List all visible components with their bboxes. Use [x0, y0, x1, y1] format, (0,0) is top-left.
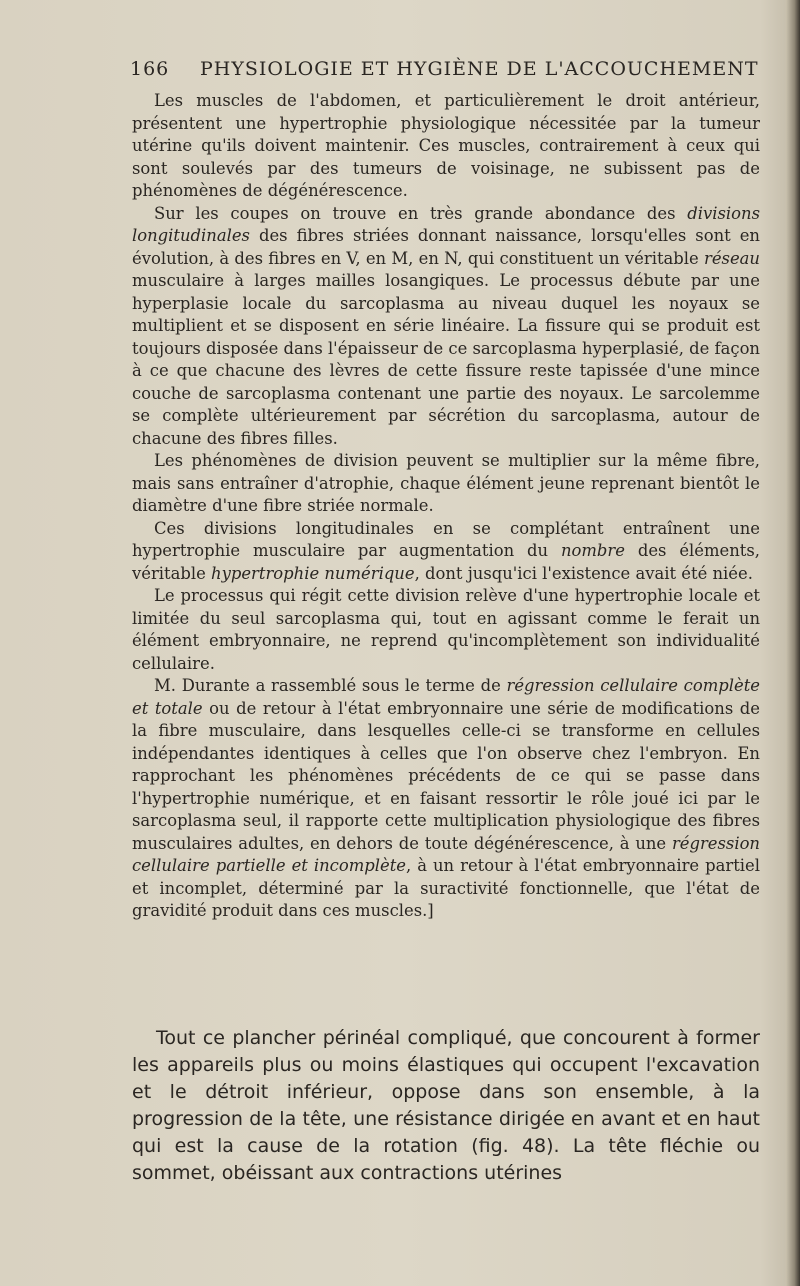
page-edge-shadow: [786, 0, 800, 1286]
main-text-section: [132, 1025, 760, 1187]
paragraph-sarcoplasma-process: Le processus qui régit cette division relève d'une hypertrophie locale et limitée du seul sarcoplasma qui, tout en agissant comme le ferait un élément embryonnaire, ne reprend qu'incomplètement son individualité cellulaire.: [132, 586, 760, 673]
page-number: 166: [130, 58, 170, 80]
paragraph-longitudinal-divisions: Sur les coupes on trouve en très grande abondance des divisions longitudinales des fibres striées donnant naissance, lorsqu'elles sont en évolution, à des fibres en V, en M, en N, qui constituent un véritable réseau musculaire à larges mailles losangiques. Le processus débute par une hyperplasie locale du sarcoplasma au niveau duquel les noyaux se multiplient et se disposent en série linéaire. La fissure qui se produit est toujours disposée dans l'épaisseur de ce sarcoplasma hyperplasié, de façon à ce que chacune des lèvres de cette fissure reste tapissée d'une mince couche de sarcoplasma contenant une partie des noyaux. Le sarcolemme se complète ultérieurement par sécrétion du sarcoplasma, autour de chacune des fibres filles.: [132, 203, 760, 448]
emphasis-reseau: réseau: [704, 248, 760, 268]
paragraph-division-phenomena: Les phénomènes de division peuvent se multiplier sur la même fibre, mais sans entraîner d'atrophie, chaque élément jeune reprenant bientôt le diamètre d'une fibre striée normale.: [132, 451, 760, 515]
emphasis-divisions-longitudinales: divisions longitudinales: [132, 203, 760, 245]
emphasis-nombre: nombre: [560, 541, 625, 560]
small-print-section: [132, 90, 760, 923]
emphasis-regression-complete: régression cellulaire complète et totale: [132, 676, 760, 718]
paragraph-numeric-hypertrophy: Ces divisions longitudinales en se complétant entraînent une hypertrophie musculaire par augmentation du nombre des éléments, véritable hypertrophie numérique, dont jusqu'ici l'existence avait été niée.: [132, 518, 760, 583]
running-title: PHYSIOLOGIE ET HYGIÈNE DE L'ACCOUCHEMENT: [200, 58, 759, 80]
running-header: [130, 58, 762, 88]
emphasis-regression-partielle: régression cellulaire partielle et incomplète: [132, 833, 760, 875]
emphasis-hypertrophie-numerique: hypertrophie numérique: [211, 563, 415, 583]
paragraph-perineal-floor: Tout ce plancher périnéal compliqué, que concourent à former les appareils plus ou moins élastiques qui occupent l'excavation et le détroit inférieur, oppose dans son ensemble, à la progression de la tête, une résistance dirigée en avant et en haut qui est la cause de la rotation (fig. 48). La tête fléchie ou sommet, obéissant aux contractions utérines: [132, 1027, 760, 1184]
paragraph-durante-regression: M. Durante a rassemblé sous le terme de régression cellulaire complète et totale ou de retour à l'état embryonnaire une série de modifications de la fibre musculaire, dans lesquelles celle-ci se transforme en cellules indépendantes identiques à celles que l'on observe chez l'embryon. En rapprochant les phénomènes précédents de ce qui se passe dans l'hypertrophie numérique, et en faisant ressortir le rôle joué ici par le sarcoplasma seul, il rapporte cette multiplication physiologique des fibres musculaires adultes, en dehors de toute dégénérescence, à une régression cellulaire partielle et incomplète, à un retour à l'état embryonnaire partiel et incomplet, déterminé par la suractivité fonctionnelle, que l'état de gravidité produit dans ces muscles.]: [132, 676, 760, 920]
paragraph-abdominal-muscles: Les muscles de l'abdomen, et particulièrement le droit antérieur, présentent une hypertrophie physiologique nécessitée par la tumeur utérine qu'ils doivent maintenir. Ces muscles, contrairement à ceux qui sont soulevés par des tumeurs de voisinage, ne subissent pas de phénomènes de dégénérescence.: [132, 91, 760, 200]
